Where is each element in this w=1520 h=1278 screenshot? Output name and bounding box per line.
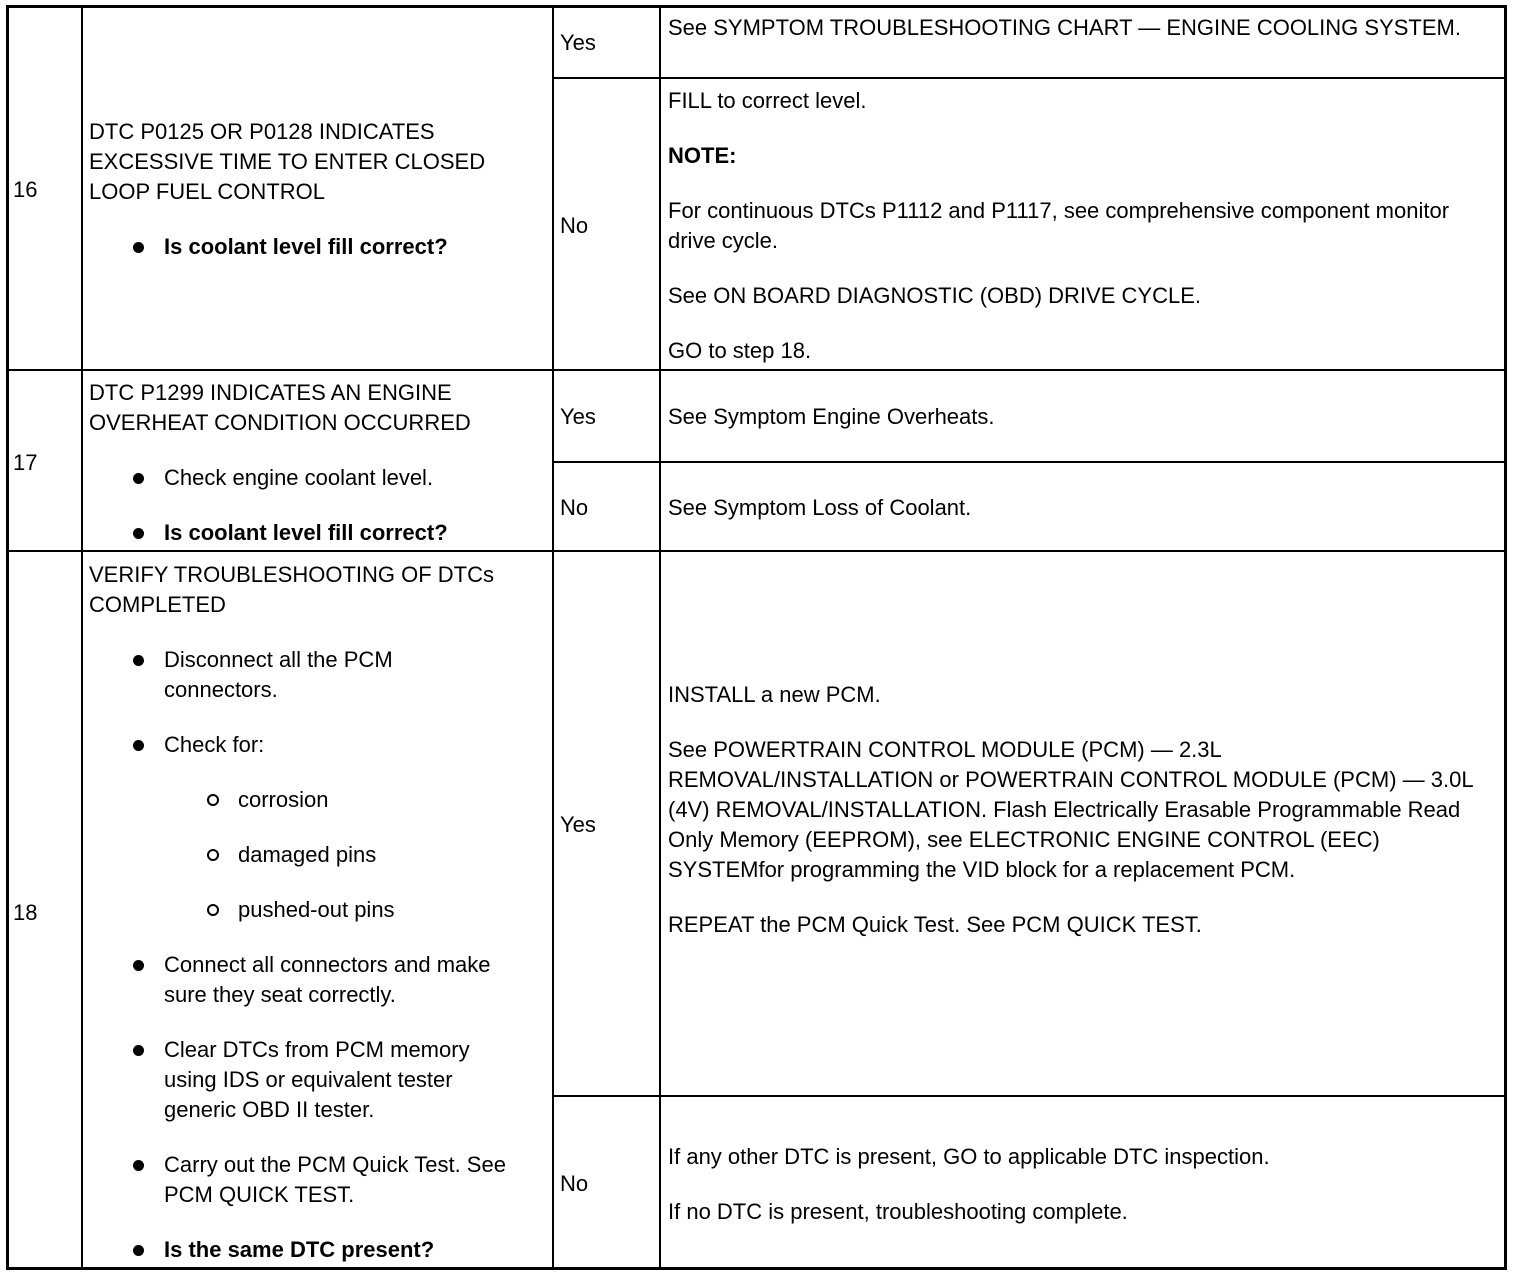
action-text: INSTALL a new PCM.: [668, 682, 881, 707]
action-text: FILL to correct level.: [668, 88, 867, 113]
check-item: Is coolant level fill correct?: [89, 518, 549, 548]
note-label: NOTE:: [668, 143, 737, 168]
action-yes: [668, 402, 1498, 432]
check-item: Disconnect all the PCM connectors.: [89, 645, 509, 705]
col-divider-step: [81, 5, 83, 1270]
check-item: Check engine coolant level.: [89, 463, 549, 493]
action-text: See SYMPTOM TROUBLESHOOTING CHART — ENGINE COOLING SYSTEM.: [668, 15, 1461, 40]
action-text: See Symptom Loss of Coolant.: [668, 495, 972, 520]
action-text: For continuous DTCs P1112 and P1117, see comprehensive component monitor drive cycle.: [668, 198, 1450, 253]
sub-check-item: damaged pins: [89, 840, 509, 870]
answer-no: No: [560, 213, 589, 238]
action-no: [668, 493, 1498, 523]
answer-no: No: [560, 495, 589, 520]
answer-yes: Yes: [560, 404, 596, 429]
step-number: 17: [13, 450, 38, 475]
step-question: [89, 117, 549, 262]
action-text: REPEAT the PCM Quick Test. See PCM QUICK TEST.: [668, 912, 1202, 937]
step-question: [89, 560, 509, 1265]
check-item: Clear DTCs from PCM memory using IDS or equivalent tester generic OBD II tester.: [89, 1035, 509, 1125]
col-divider-result: [659, 5, 661, 1270]
sub-check-item: corrosion: [89, 785, 509, 815]
answer-yes: Yes: [560, 30, 596, 55]
check-item: Is the same DTC present?: [89, 1235, 509, 1265]
sub-check-item: pushed-out pins: [89, 895, 509, 925]
action-no: [668, 1142, 1498, 1227]
step-title: DTC P0125 OR P0128 INDICATES EXCESSIVE TIME TO ENTER CLOSED LOOP FUEL CONTROL: [89, 119, 486, 204]
action-text: GO to step 18.: [668, 338, 812, 363]
action-text: See POWERTRAIN CONTROL MODULE (PCM) — 2.3L REMOVAL/INSTALLATION or POWERTRAIN CONTROL MODULE (PCM) — 3.0L (4V) REMOVAL/INSTALLATION. Flash Electrically Erasable Programmable Read Only Memory (EEPROM), see ELECTRONIC ENGINE CONTROL (EEC) SYSTEMfor programming the VID block for a replacement PCM.: [668, 737, 1473, 882]
row-divider: [552, 1095, 1507, 1097]
step-number: 16: [13, 177, 38, 202]
check-item: Is coolant level fill correct?: [89, 232, 549, 262]
step-number: 18: [13, 900, 38, 925]
action-text: If no DTC is present, troubleshooting complete.: [668, 1199, 1128, 1224]
step-question: [89, 378, 549, 548]
action-yes: [668, 13, 1498, 43]
action-no: [668, 86, 1498, 366]
col-divider-question: [552, 5, 554, 1270]
check-item: Connect all connectors and make sure they seat correctly.: [89, 950, 509, 1010]
action-yes: [668, 680, 1498, 940]
check-item: Check for:: [89, 730, 509, 760]
check-item: Carry out the PCM Quick Test. See PCM QUICK TEST.: [89, 1150, 509, 1210]
row-divider: [6, 369, 1507, 371]
step-title: VERIFY TROUBLESHOOTING OF DTCs COMPLETED: [89, 562, 495, 617]
action-text: If any other DTC is present, GO to applicable DTC inspection.: [668, 1144, 1270, 1169]
action-text: See Symptom Engine Overheats.: [668, 404, 995, 429]
row-divider: [552, 77, 1507, 79]
row-divider: [6, 550, 1507, 552]
action-text: See ON BOARD DIAGNOSTIC (OBD) DRIVE CYCLE.: [668, 283, 1201, 308]
row-divider: [552, 461, 1507, 463]
answer-yes: Yes: [560, 812, 596, 837]
answer-no: No: [560, 1171, 589, 1196]
step-title: DTC P1299 INDICATES AN ENGINE OVERHEAT CONDITION OCCURRED: [89, 380, 471, 435]
